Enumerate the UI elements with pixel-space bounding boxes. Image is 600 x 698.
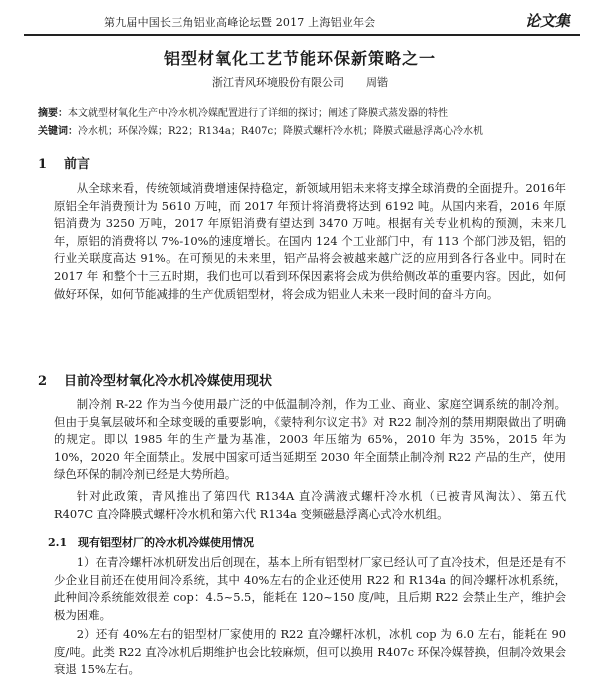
paragraph: 针对此政策，青风推出了第四代 R134A 直冷满液式螺杆冷水机（已被青风淘汰）、第五代 R407C 直冷降膜式螺杆冷水机和第六代 R134a 变频磁悬浮离心式冷水机组。 xyxy=(54,489,566,521)
section-heading-2 xyxy=(38,370,272,389)
abstract-text: 本文就型材氧化生产中冷水机冷媒配置进行了详细的探讨；阐述了降膜式蒸发器的特性 xyxy=(68,108,448,119)
paragraph: 1）在青冷螺杆冰机研发出后创现在，基本上所有铝型材厂家已经认可了直冷技术，但是还是有不少企业目前还在使用间冷系统，其中 40%左右的企业还使用 R22 和 R134a 的间冷螺杆冰机系统，此种间冷系统能效很差 cop：4.5~5.5，能耗在 120~150 度/吨，且后期 R22 会禁止生产，维护会极为困难。 xyxy=(54,555,566,622)
section-title: 目前冷型材氧化冷水机冷媒使用现状 xyxy=(64,374,273,389)
keywords-label: 关键词： xyxy=(38,126,78,137)
subsection-title: 现有铝型材厂的冷水机冷媒使用情况 xyxy=(78,536,254,549)
paragraph: 制冷剂 R-22 作为当今使用最广泛的中低温制冷剂，作为工业、商业、家庭空调系统的制冷剂。但由于臭氧层破坏和全球变暖的重要影响，《蒙特利尔议定书》对 R22 制冷剂的禁用期限做出了明确的规定。即以 1985 年的生产量为基准，2003 年压缩为 65%，2010 年为 35%，2015 年为 10%，2020 年全面禁止。发展中国家可适当延期至 2030 年全面禁止制冷剂 R22 产品的生产，使用绿色环保的制冷剂已经是大势所趋。 xyxy=(54,397,566,482)
paper-title: 铝型材氧化工艺节能环保新策略之一 xyxy=(163,49,436,68)
paragraph: 2）还有 40%左右的铝型材厂家使用的 R22 直冷螺杆冰机，冰机 cop 为 6.0 左右，能耗在 90 度/吨。此类 R22 直冷冰机后期维护也会比较麻烦，但可以换用 R407c 环保冷媒替换，但制冷效果会衰退 15%左右。 xyxy=(54,627,566,677)
paragraph: 从全球来看，传统领域消费增速保持稳定，新领域用铝未来将支撑全球消费的全面提升。2016年原铝全年消费预计为 5610 万吨，而 2017 年预计将消费将达到 6192 吨。从国内来看，2016 年原铝消费为 3250 万吨，2017 年原铝消费有望达到 3470 万吨。根据有关专业机构的预测，未来几年，原铝的消费将以 7%-10%的速度增长。在国内 124 个工业部门中，有 113 个部门涉及铝，铝的行业关联度高达 91%。在可预见的未来里，铝产品将会被越来越广泛的应用到各行各业中。同时在 2017 年 和整个十三五时期，我们也可以看到环保因素将会成为供给侧改革的重要内容。因此，如何做好环保，如何节能减排的生产优质铝型材，将会成为铝业人未来一段时间的奋斗方向。 xyxy=(54,181,566,301)
section-title: 前言 xyxy=(64,157,91,172)
proceedings-tag: 论文集 xyxy=(524,12,570,30)
running-header xyxy=(24,8,580,36)
abstract xyxy=(38,104,578,119)
keywords-text: 冷水机；环保冷媒；R22；R134a；R407c；降膜式螺杆冷水机；降膜式磁悬浮离心冷水机 xyxy=(78,126,484,137)
subsection-number: 2.1 xyxy=(48,536,68,549)
subsection-heading xyxy=(48,534,254,550)
keywords xyxy=(38,122,578,137)
author: 周锴 xyxy=(366,76,388,89)
byline xyxy=(0,74,600,90)
section-number: 2 xyxy=(38,374,48,389)
section-number: 1 xyxy=(38,157,48,172)
affiliation: 浙江青风环境股份有限公司 xyxy=(212,76,344,89)
abstract-label: 摘要： xyxy=(38,108,68,119)
section-heading-1 xyxy=(38,153,90,172)
conference-name: 第九届中国长三角铝业高峰论坛暨 2017 上海铝业年会 xyxy=(104,16,376,29)
